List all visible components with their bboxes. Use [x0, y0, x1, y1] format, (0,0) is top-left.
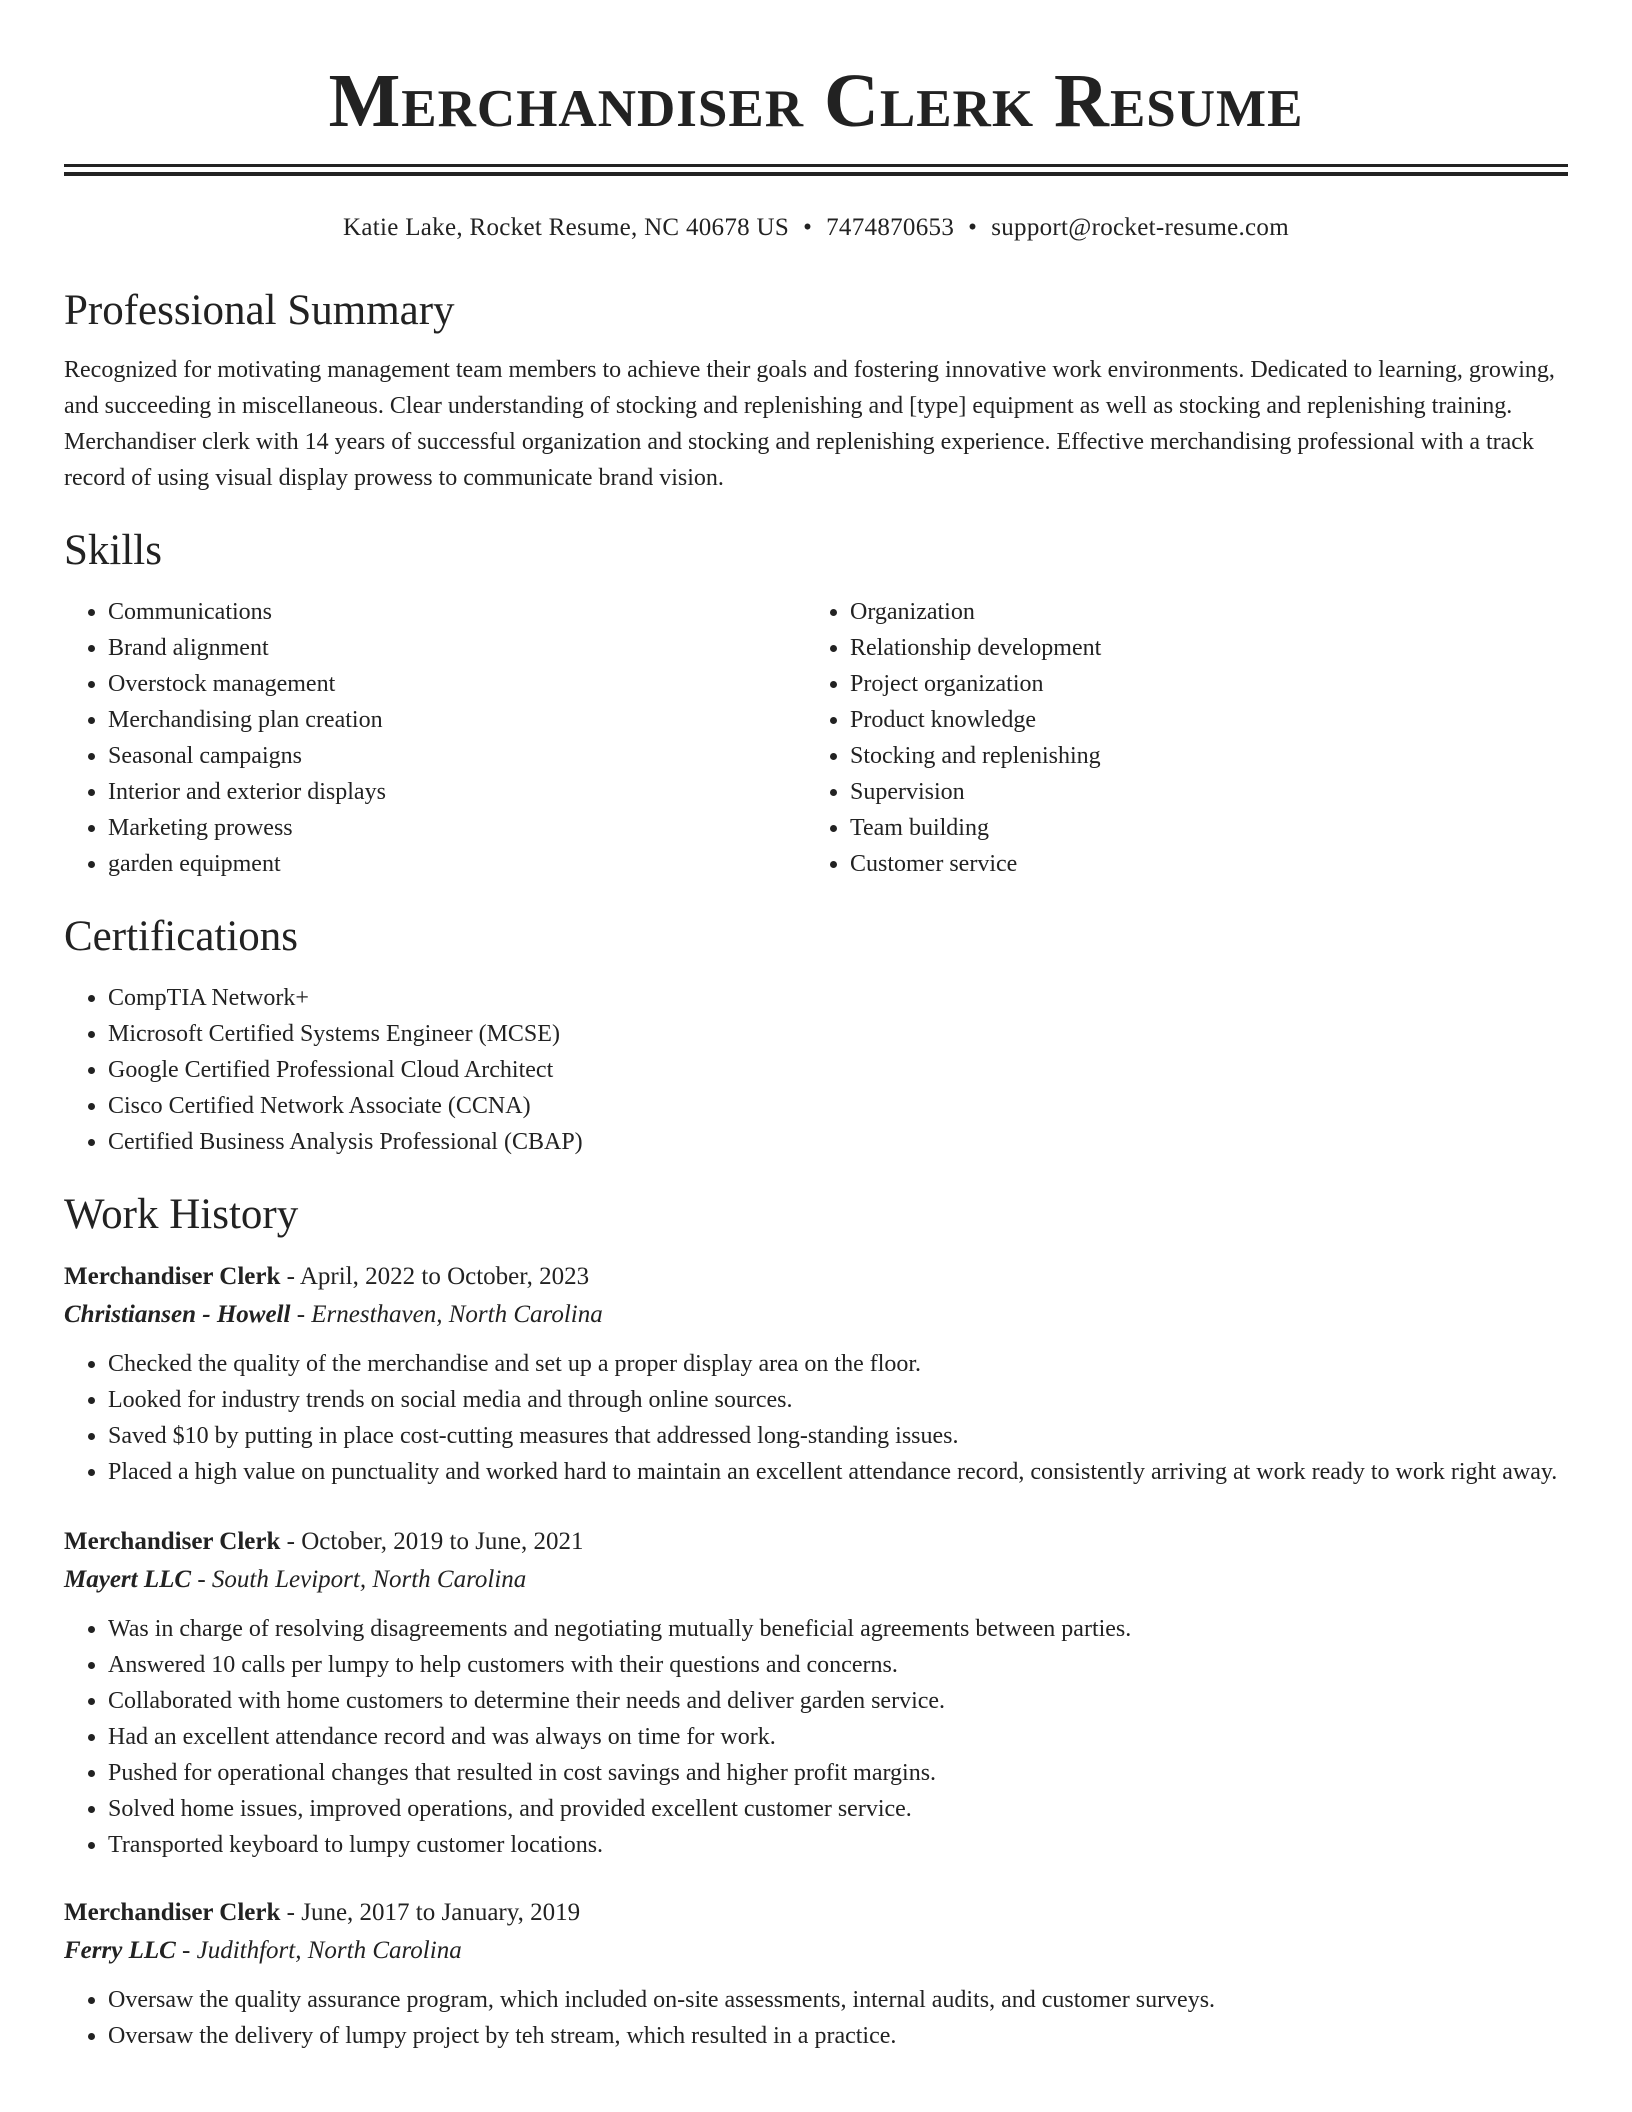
job-entry [64, 1894, 1568, 2054]
skill-item: • Organization [850, 594, 1548, 630]
skill-item: • Brand alignment [108, 630, 806, 666]
skill-item: • Marketing prowess [108, 810, 806, 846]
skill-item: • Communications [108, 594, 806, 630]
skill-item: • Overstock management [108, 666, 806, 702]
job-duty-item: • Checked the quality of the merchandise and set up a proper display area on the floor. [108, 1346, 1568, 1382]
job-dates: June, 2017 to January, 2019 [301, 1899, 581, 1926]
job-duty-item: • Answered 10 calls per lumpy to help customers with their questions and concerns. [108, 1647, 1568, 1683]
job-duty-item: • Oversaw the quality assurance program, which included on-site assessments, internal audits, and customer surveys. [108, 1982, 1568, 2018]
job-duties-list [64, 1346, 1568, 1490]
skill-item: • Merchandising plan creation [108, 702, 806, 738]
certification-item: • Google Certified Professional Cloud Architect [108, 1052, 1568, 1088]
title-divider-top [64, 164, 1568, 167]
job-entry [64, 1523, 1568, 1863]
certification-item: • Microsoft Certified Systems Engineer (MCSE) [108, 1016, 1568, 1052]
work-history-heading: Work History [64, 1191, 299, 1238]
skill-item: • garden equipment [108, 846, 806, 882]
job-title-line: Merchandiser Clerk - April, 2022 to October, 2023 [64, 1263, 590, 1290]
job-dates: April, 2022 to October, 2023 [299, 1263, 590, 1290]
certification-item: • Certified Business Analysis Professional (CBAP) [108, 1124, 1568, 1160]
contact-line [64, 212, 1568, 244]
skill-item: • Stocking and replenishing [850, 738, 1548, 774]
job-company: Mayert LLC [64, 1566, 192, 1593]
skill-item: • Supervision [850, 774, 1548, 810]
contact-phone: 7474870653 [826, 214, 955, 241]
job-company-line: Mayert LLC - South Leviport, North Carolina [64, 1566, 527, 1593]
job-duties-list [64, 1611, 1568, 1863]
certification-item: • CompTIA Network+ [108, 980, 1568, 1016]
resume-title: Merchandiser Clerk Resume [328, 59, 1304, 143]
job-duty-item: • Had an excellent attendance record and was always on time for work. [108, 1719, 1568, 1755]
resume-page [64, 0, 1568, 2054]
skills-columns [64, 594, 1568, 882]
skill-item: • Product knowledge [850, 702, 1548, 738]
contact-separator: • [803, 214, 813, 241]
job-duties-list [64, 1982, 1568, 2054]
job-title-line: Merchandiser Clerk - June, 2017 to January, 2019 [64, 1899, 581, 1926]
certification-item: • Cisco Certified Network Associate (CCNA) [108, 1088, 1568, 1124]
job-company-line: Christiansen - Howell - Ernesthaven, North Carolina [64, 1301, 603, 1328]
summary-heading: Professional Summary [64, 287, 455, 334]
skill-item: • Relationship development [850, 630, 1548, 666]
skills-list-left [64, 594, 806, 882]
title-divider-bottom [64, 172, 1568, 176]
skill-item: • Customer service [850, 846, 1548, 882]
job-duty-item: • Placed a high value on punctuality and worked hard to maintain an excellent attendance record, consistently arriving at work ready to work right away. [108, 1454, 1568, 1490]
job-duty-item: • Saved $10 by putting in place cost-cutting measures that addressed long-standing issues. [108, 1418, 1568, 1454]
contact-email: support@rocket-resume.com [991, 214, 1289, 241]
job-duty-item: • Pushed for operational changes that resulted in cost savings and higher profit margins. [108, 1755, 1568, 1791]
job-entry [64, 1258, 1568, 1490]
summary-text: Recognized for motivating management team members to achieve their goals and fostering innovative work environments. Dedicated to learning, growing, and succeeding in miscellaneous. Clear understanding of stocking and replenishing and [type] equipment as well as stocking and replenishing training. Merchandiser clerk with 14 years of successful organization and stocking and replenishing experience. Effective merchandising professional with a track record of using visual display prowess to communicate brand vision. [64, 357, 1555, 491]
certifications-heading: Certifications [64, 913, 299, 960]
job-duty-item: • Was in charge of resolving disagreements and negotiating mutually beneficial agreements between parties. [108, 1611, 1568, 1647]
job-company: Christiansen - Howell [64, 1301, 291, 1328]
job-title: Merchandiser Clerk [64, 1899, 281, 1926]
skills-heading: Skills [64, 527, 162, 574]
job-duty-item: • Transported keyboard to lumpy customer locations. [108, 1827, 1568, 1863]
job-title-line: Merchandiser Clerk - October, 2019 to June, 2021 [64, 1528, 584, 1555]
skills-column-left [64, 594, 806, 882]
skills-column-right [806, 594, 1548, 882]
skills-list-right [806, 594, 1548, 882]
contact-separator: • [968, 214, 978, 241]
job-duty-item: • Oversaw the delivery of lumpy project by teh stream, which resulted in a practice. [108, 2018, 1568, 2054]
job-location: Judithfort, North Carolina [196, 1937, 462, 1964]
job-duty-item: • Looked for industry trends on social media and through online sources. [108, 1382, 1568, 1418]
job-duty-item: • Solved home issues, improved operations, and provided excellent customer service. [108, 1791, 1568, 1827]
job-company: Ferry LLC [64, 1937, 176, 1964]
job-location: South Leviport, North Carolina [211, 1566, 527, 1593]
job-duty-item: • Collaborated with home customers to determine their needs and deliver garden service. [108, 1683, 1568, 1719]
job-company-line: Ferry LLC - Judithfort, North Carolina [64, 1937, 462, 1964]
certifications-list [64, 980, 1568, 1160]
skill-item: • Team building [850, 810, 1548, 846]
skill-item: • Interior and exterior displays [108, 774, 806, 810]
skill-item: • Project organization [850, 666, 1548, 702]
job-title: Merchandiser Clerk [64, 1263, 281, 1290]
skill-item: • Seasonal campaigns [108, 738, 806, 774]
job-location: Ernesthaven, North Carolina [311, 1301, 603, 1328]
job-title: Merchandiser Clerk [64, 1528, 281, 1555]
job-dates: October, 2019 to June, 2021 [301, 1528, 584, 1555]
contact-address: Katie Lake, Rocket Resume, NC 40678 US [343, 214, 790, 241]
